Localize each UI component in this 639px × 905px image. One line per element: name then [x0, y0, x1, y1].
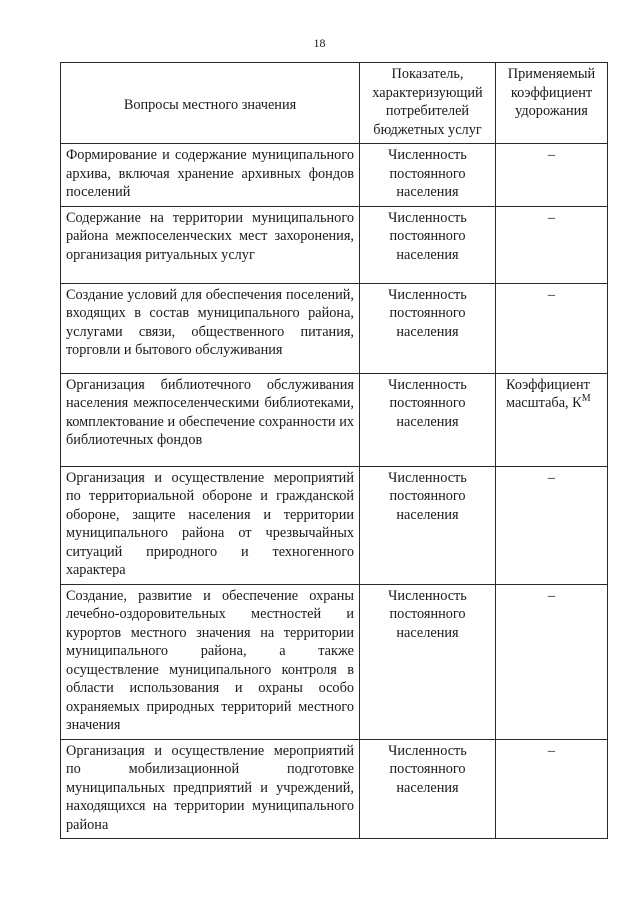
indicator-cell: Численность постоянного населения	[360, 466, 496, 584]
table-row	[61, 206, 608, 283]
coefficient-superscript: М	[581, 393, 591, 405]
coefficient-cell: –	[496, 584, 608, 739]
indicator-cell: Численность постоянного населения	[360, 206, 496, 283]
indicator-cell: Численность постоянного населения	[360, 373, 496, 466]
coefficient-text: Коэффициент масштаба, К	[506, 376, 590, 411]
question-cell: Организация и осуществление мероприятий по мобилизационной подготовке муниципальных предприятий и учреждений, находящихся на территории муниципального района	[61, 739, 360, 839]
header-coefficient: Применяемый коэффициент удорожания	[496, 63, 608, 144]
question-cell: Создание условий для обеспечения поселений, входящих в состав муниципального района, услугами связи, общественного питания, торговли и бытового обслуживания	[61, 283, 360, 373]
coefficient-cell: –	[496, 206, 608, 283]
question-cell: Содержание на территории муниципального района межпоселенческих мест захоронения, организация ритуальных услуг	[61, 206, 360, 283]
coefficient-cell: –	[496, 144, 608, 207]
table-row	[61, 584, 608, 739]
table-row	[61, 739, 608, 839]
header-indicator: Показатель, характеризующий потребителей бюджетных услуг	[360, 63, 496, 144]
header-questions: Вопросы местного значения	[61, 63, 360, 144]
indicator-cell: Численность постоянного населения	[360, 144, 496, 207]
coefficient-cell	[496, 373, 608, 466]
question-cell: Создание, развитие и обеспечение охраны лечебно-оздоровительных местностей и курортов местного значения на территории муниципального района, а также осуществление муниципального контроля в области использования и охраны особо охраняемых природных территорий местного значения	[61, 584, 360, 739]
table-row	[61, 373, 608, 466]
indicator-cell: Численность постоянного населения	[360, 283, 496, 373]
question-cell: Формирование и содержание муниципального архива, включая хранение архивных фондов поселений	[61, 144, 360, 207]
coefficient-cell: –	[496, 283, 608, 373]
coefficient-cell: –	[496, 739, 608, 839]
local-issues-table	[60, 62, 608, 839]
indicator-cell: Численность постоянного населения	[360, 739, 496, 839]
table-row	[61, 144, 608, 207]
indicator-cell: Численность постоянного населения	[360, 584, 496, 739]
table-header	[61, 63, 608, 144]
question-cell: Организация библиотечного обслуживания населения межпоселенческими библиотеками, комплектование и обеспечение сохранности их библиотечных фондов	[61, 373, 360, 466]
question-cell: Организация и осуществление мероприятий по территориальной обороне и гражданской обороне, защите населения и территории муниципального района от чрезвычайных ситуаций природного и техногенного характера	[61, 466, 360, 584]
page-number: 18	[313, 36, 326, 50]
table-row	[61, 283, 608, 373]
coefficient-cell: –	[496, 466, 608, 584]
table-row	[61, 466, 608, 584]
